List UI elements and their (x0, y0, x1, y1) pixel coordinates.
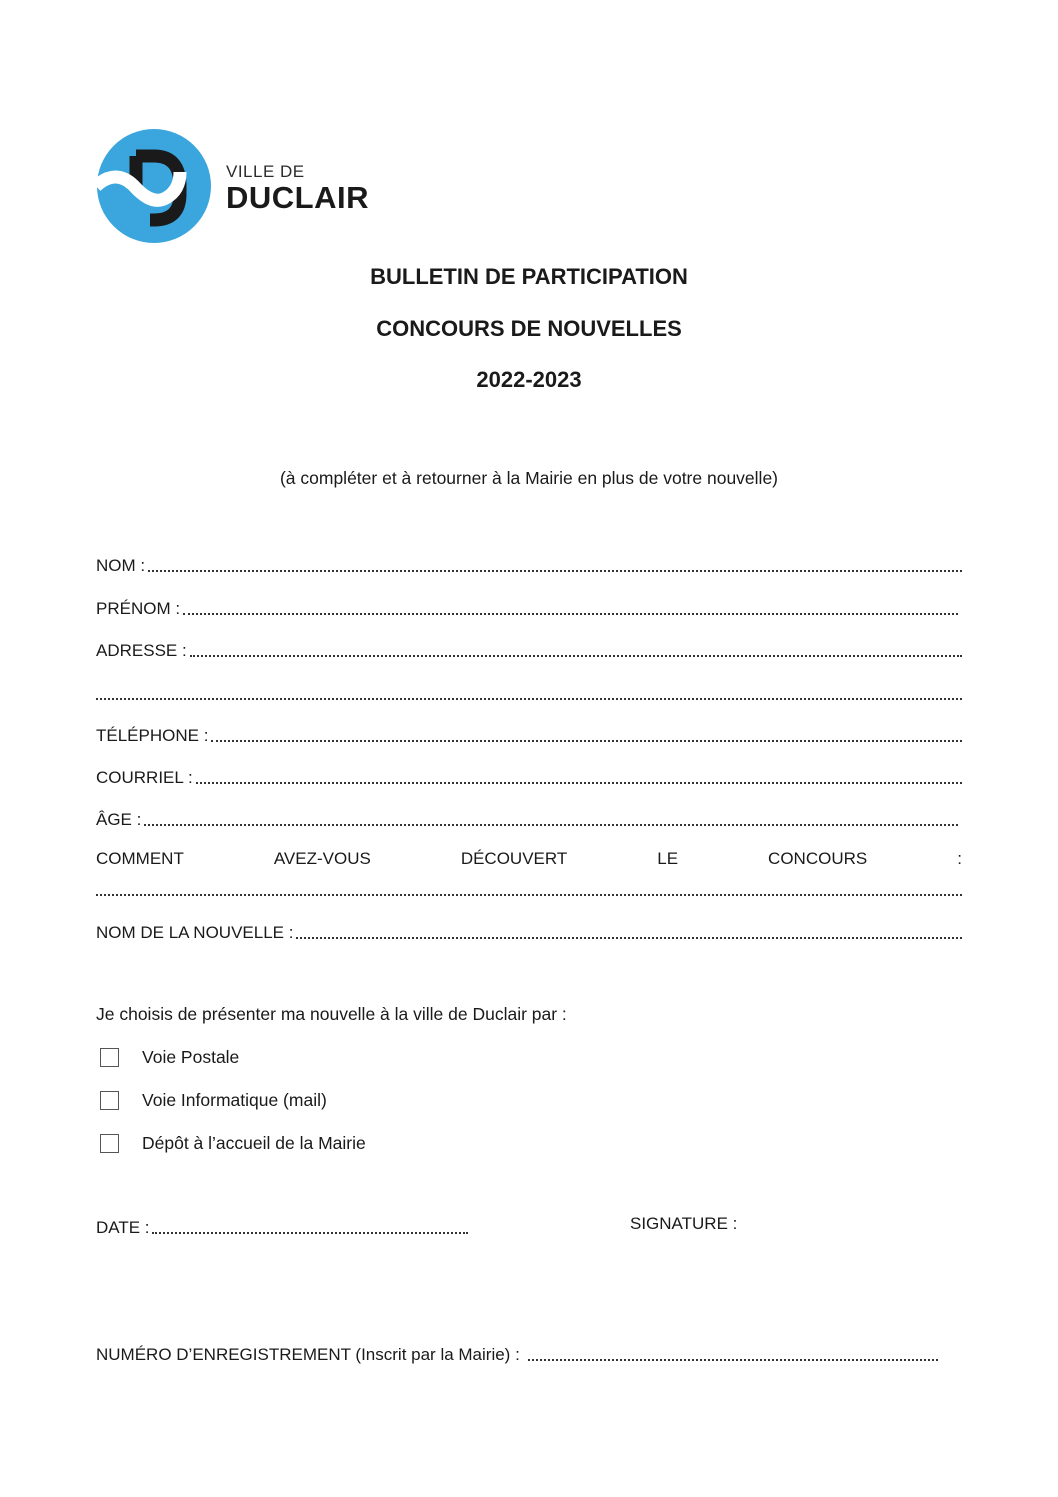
logo-text-duclair: DUCLAIR (226, 180, 369, 215)
field-courriel[interactable] (96, 764, 962, 788)
field-comment[interactable] (96, 876, 962, 900)
comment-word: AVEZ-VOUS (273, 849, 371, 868)
checkbox[interactable] (100, 1048, 119, 1067)
checkbox[interactable] (100, 1134, 119, 1153)
dotted-line (528, 1358, 938, 1361)
option-depot-mairie[interactable] (100, 1133, 366, 1154)
title-bulletin: BULLETIN DE PARTICIPATION (370, 264, 688, 289)
field-prenom[interactable] (96, 595, 958, 619)
field-adresse-line2[interactable] (96, 680, 962, 704)
label-signature: SIGNATURE : (630, 1214, 738, 1233)
label-prenom: PRÉNOM : (96, 599, 181, 618)
comment-word: DÉCOUVERT (460, 849, 568, 868)
instructions: (à compléter et à retourner à la Mairie en plus de votre nouvelle) (279, 468, 779, 488)
label-nom: NOM : (96, 556, 146, 575)
choice-intro: Je choisis de présenter ma nouvelle à la ville de Duclair par : (96, 1004, 567, 1024)
label-comment-avez-vous (96, 849, 962, 869)
title-year: 2022-2023 (476, 367, 582, 392)
label-courriel: COURRIEL : (96, 768, 193, 787)
dotted-line (96, 893, 962, 896)
option-voie-postale[interactable] (100, 1047, 239, 1068)
title-concours: CONCOURS DE NOUVELLES (376, 316, 682, 341)
dotted-line (152, 1231, 468, 1234)
field-age[interactable] (96, 806, 958, 830)
checkbox[interactable] (100, 1091, 119, 1110)
dotted-line (144, 823, 958, 826)
duclair-logo-icon (96, 128, 214, 244)
dotted-line (190, 654, 962, 657)
dotted-line (183, 612, 958, 615)
option-label: Voie Informatique (mail) (142, 1090, 327, 1110)
option-voie-informatique[interactable] (100, 1090, 327, 1111)
dotted-line (296, 936, 962, 939)
label-nom-nouvelle: NOM DE LA NOUVELLE : (96, 923, 294, 942)
label-date: DATE : (96, 1218, 150, 1237)
dotted-line (211, 739, 962, 742)
option-label: Dépôt à l’accueil de la Mairie (142, 1133, 366, 1153)
label-age: ÂGE : (96, 810, 142, 829)
comment-word: CONCOURS (768, 849, 868, 868)
logo (96, 128, 396, 244)
label-adresse: ADRESSE : (96, 641, 187, 660)
comment-word: : (957, 849, 962, 868)
dotted-line (148, 569, 962, 572)
dotted-line (196, 781, 962, 784)
field-nom-nouvelle[interactable] (96, 919, 962, 943)
logo-text-ville-de: VILLE DE (226, 162, 305, 181)
dotted-line (96, 697, 962, 700)
comment-word: LE (657, 849, 679, 868)
field-adresse[interactable] (96, 637, 962, 661)
field-date[interactable] (96, 1214, 468, 1238)
option-label: Voie Postale (142, 1047, 240, 1067)
label-registration: NUMÉRO D’ENREGISTREMENT (Inscrit par la Mairie) : (96, 1345, 520, 1364)
field-nom[interactable] (96, 552, 962, 576)
field-registration-number[interactable] (96, 1341, 938, 1365)
comment-word: COMMENT (96, 849, 184, 868)
field-telephone[interactable] (96, 722, 962, 746)
label-telephone: TÉLÉPHONE : (96, 726, 209, 745)
